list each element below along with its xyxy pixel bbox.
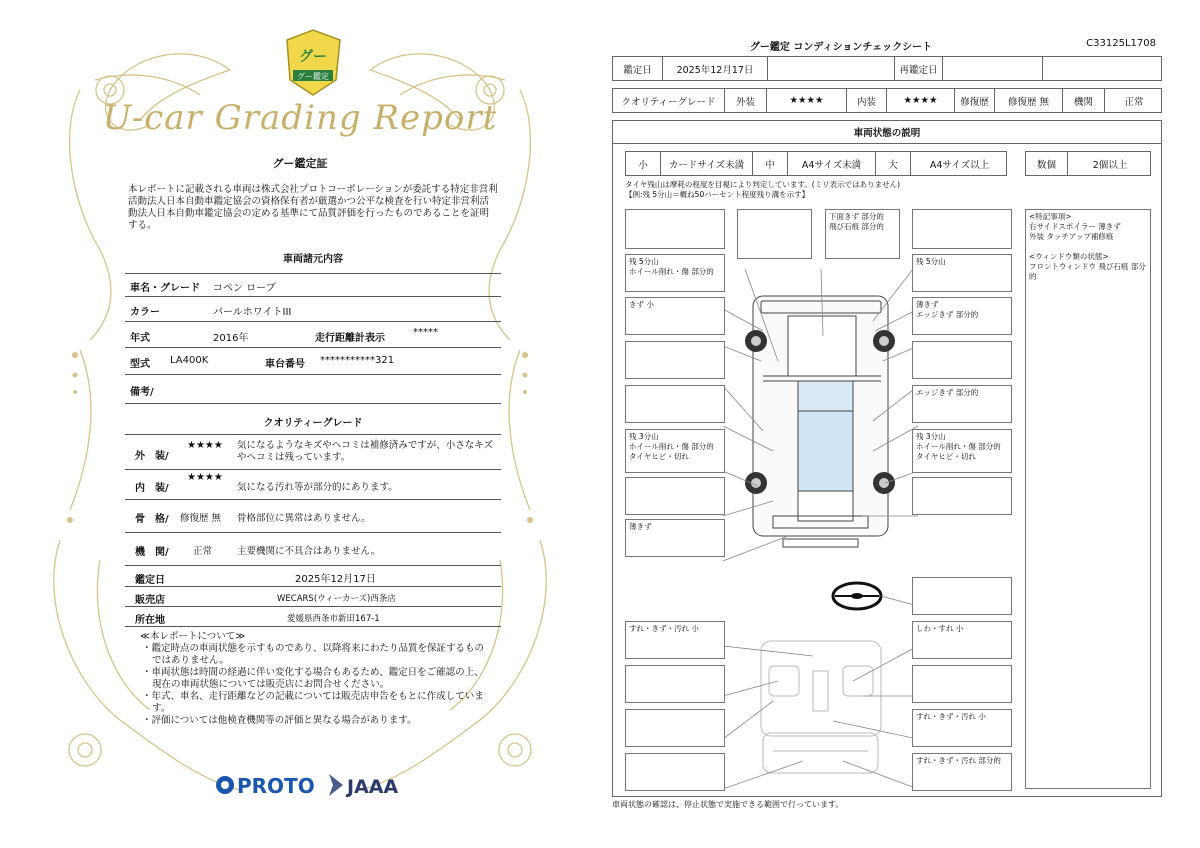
note-box xyxy=(625,709,725,747)
spec-heading: 車両諸元内容 xyxy=(283,254,343,265)
quality-row-interior: 内 装/ ★★★★ 気になる汚れ等が部分的にあります。 xyxy=(125,469,501,500)
certificate-subtitle: グー鑑定証 xyxy=(272,157,328,170)
condition-panel xyxy=(612,120,1162,797)
spec-row-year: 年式 2016年 走行距離計表示 ***** xyxy=(125,322,501,348)
size-legend: 小 カードサイズ未満 中 A4サイズ未満 大 A4サイズ以上 xyxy=(625,151,1007,176)
svg-text:PROTO: PROTO xyxy=(237,774,315,798)
condition-check-sheet xyxy=(606,30,1166,820)
svg-text:グー: グー xyxy=(299,49,327,65)
note-box: 残 5分山 xyxy=(912,254,1012,292)
condition-heading: 車両状態の説明 xyxy=(613,121,1161,144)
note-box xyxy=(625,341,725,379)
svg-text:JAAA: JAAA xyxy=(347,776,399,798)
note-box: 残 3分山 ホイール削れ・傷 部分的 タイヤヒビ・切れ xyxy=(912,429,1012,473)
note-box: 薄きず エッジきず 部分的 xyxy=(912,297,1012,335)
spec-row-color: カラー パールホワイトIII xyxy=(125,296,501,322)
grade-row: クオリティーグレード 外装 ★★★★ 内装 ★★★★ 修復歴 修復歴 無 機関 正常 xyxy=(612,88,1162,113)
note-box xyxy=(625,209,725,249)
quality-row-engine: 機 関/ 正常 主要機関に不具合はありません。 xyxy=(125,533,501,566)
note-box: すれ・きず・汚れ 小 xyxy=(625,621,725,659)
info-row-date: 鑑定日 2025年12月17日 xyxy=(125,566,501,587)
tire-example: 【例:残 5分山＝概ね50パーセント程度残り溝を示す】 xyxy=(625,190,810,199)
note-box: きず 小 xyxy=(625,297,725,335)
quality-row-exterior: 外 装/ ★★★★ 気になるようなキズやヘコミは補修済みですが、小さなキズやヘコミは残っています。 xyxy=(125,434,501,470)
spec-row-model: 型式 LA400K 車台番号 ***********321 xyxy=(125,348,501,375)
note-box: 下面きず 部分的 飛び石痕 部分的 xyxy=(825,209,900,259)
goo-badge-icon xyxy=(287,30,340,95)
exterior-stars: ★★★★ xyxy=(187,440,223,451)
svg-text:グー鑑定: グー鑑定 xyxy=(297,72,329,81)
certificate-intro: 本レポートに記載される車両は株式会社プロトコーポレーションが委託する特定非営利活動法人日本自動車鑑定協会の資格保有者が厳選かつ公平な検査を行い特定非営利活動法人日本自動車鑑定協会の定める基準にて品質評価を行ったものであることを証明する。 xyxy=(128,184,498,231)
sheet-code: C33125L1708 xyxy=(1086,38,1156,49)
steering-wheel-icon xyxy=(833,583,881,609)
note-box xyxy=(625,665,725,703)
date-row: 鑑定日 2025年12月17日 再鑑定日 xyxy=(612,56,1162,81)
note-item: ・車両状態は時間の経過に伴い変化する場合もあるため、鑑定日をご確認の上、現在の車両状態については販売店にお問合せください。 xyxy=(142,667,484,690)
note-box xyxy=(912,665,1012,703)
report-notes xyxy=(140,631,490,727)
ext-stars: ★★★★ xyxy=(767,89,847,112)
note-item: ・評価については他検査機関等の評価と異なる場合があります。 xyxy=(142,715,417,726)
report-title: U-car Grading Report xyxy=(102,98,498,138)
notes-title: ≪本レポートについて≫ xyxy=(140,631,246,642)
note-box: しわ・すれ 小 xyxy=(912,621,1012,659)
note-box xyxy=(625,385,725,423)
note-box: 残 5分山 ホイール削れ・傷 部分的 xyxy=(625,254,725,292)
sheet-title: グー鑑定 コンディションチェックシート xyxy=(749,42,933,53)
note-item: ・鑑定時点の車両状態を示すものであり、以降将来にわたり品質を保証するものではありません。 xyxy=(142,643,485,666)
note-box xyxy=(625,753,725,791)
note-box xyxy=(912,477,1012,515)
spec-row-remarks: 備考/ xyxy=(125,375,501,404)
int-stars: ★★★★ xyxy=(887,89,955,112)
spec-row-name: 車名・グレード コペン ローブ xyxy=(125,273,501,297)
note-box: すれ・きず・汚れ 小 xyxy=(912,709,1012,747)
quality-row-frame: 骨 格/ 修復歴 無 骨格部位に異常はありません。 xyxy=(125,500,501,533)
note-box xyxy=(737,209,812,259)
count-legend: 数個 2個以上 xyxy=(1025,151,1151,176)
note-box: 薄きず xyxy=(625,519,725,557)
sheet-footer: 車両状態の確認は、停止状態で実施できる範囲で行っています。 xyxy=(612,800,844,809)
info-row-address: 所在地 愛媛県西条市新田167-1 xyxy=(125,607,501,627)
info-row-shop: 販売店 WECARS(ウィーカーズ)西条店 xyxy=(125,587,501,607)
note-box: エッジきず 部分的 xyxy=(912,385,1012,423)
note-box xyxy=(912,209,1012,249)
note-box: 残 3分山 ホイール削れ・傷 部分的 タイヤヒビ・切れ xyxy=(625,429,725,473)
jaaa-logo-icon xyxy=(329,774,398,798)
note-box: すれ・きず・汚れ 部分的 xyxy=(912,753,1012,791)
sponsor-logos xyxy=(215,770,415,800)
note-box xyxy=(912,341,1012,379)
special-notes: <特記事項> 右サイドスポイラー 薄きず 外装 タッチアップ補修痕 <ウィンドウ類の状態> フロントウィンドウ 飛び石痕 部分的 xyxy=(1025,209,1151,789)
note-box xyxy=(625,477,725,515)
note-item: ・年式、車名、走行距離などの記載については販売店申告をもとに作成しています。 xyxy=(142,691,484,714)
interior-stars: ★★★★ xyxy=(187,472,223,483)
quality-heading: クオリティーグレード xyxy=(263,418,363,429)
tire-note: タイヤ残山は摩耗の程度を目視により判定しています。(ミリ表示ではありません) xyxy=(625,180,901,189)
note-box xyxy=(912,577,1012,615)
proto-logo-icon xyxy=(216,774,315,798)
